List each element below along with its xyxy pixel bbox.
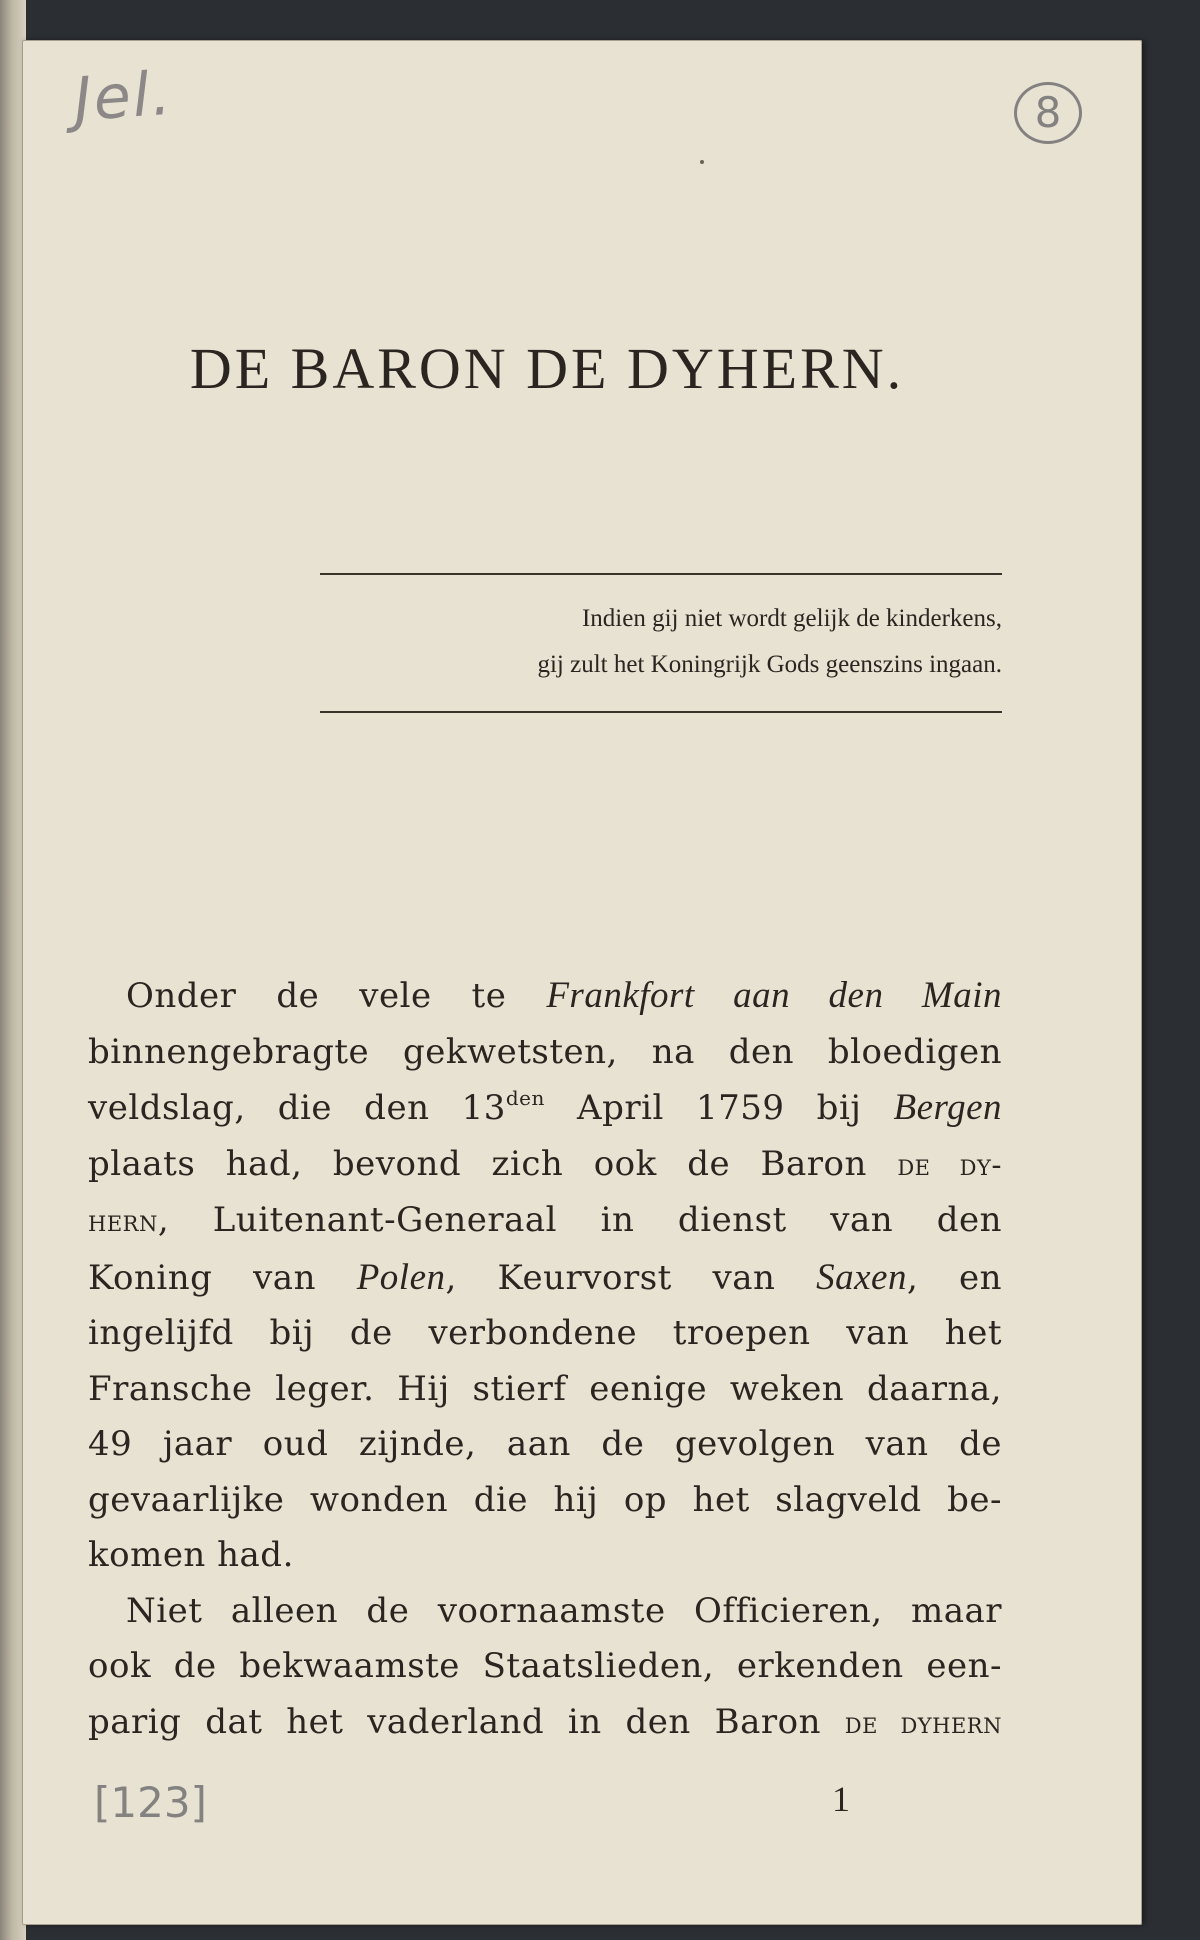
text-line: gevaarlijke wonden die hij op het slagveld be- (88, 1479, 1002, 1520)
handwritten-circled-number: 8 (1014, 82, 1082, 144)
text-line: binnengebragte gekwetsten, na den bloedigen (88, 1031, 1002, 1072)
motto-epigraph (320, 596, 1002, 688)
book-page (22, 40, 1142, 1925)
text-line: ingelijfd bij de verbondene troepen van het (88, 1313, 1002, 1353)
handwritten-shelf-number: [123] (94, 1778, 207, 1827)
motto-rule-top (320, 573, 1002, 575)
text-line: parig dat het vaderland in den Baron de dyhern (88, 1701, 1002, 1742)
text-line: hern, Luitenant-Generaal in dienst van den (88, 1200, 1002, 1240)
text-line: veldslag, die den $13^{den}$ April 1759 bij Bergen (88, 1086, 1002, 1128)
body-text (88, 968, 1002, 1751)
motto-line: Indien gij niet wordt gelijk de kinderkens, (581, 605, 1002, 632)
text-line: 49 jaar oud zijnde, aan de gevolgen van de (88, 1424, 1002, 1464)
text-line: plaats had, bevond zich ook de Baron de dy- (88, 1143, 1002, 1184)
text-line: komen had. (88, 1535, 294, 1575)
page-number: 1 (832, 1779, 850, 1819)
text-line: ook de bekwaamste Staatslieden, erkenden een- (88, 1646, 1002, 1686)
text-line: Koning van Polen, Keurvorst van Saxen, en (88, 1256, 1002, 1298)
motto-line: gij zult het Koningrijk Gods geenszins ingaan. (537, 651, 1002, 678)
text-line: Niet alleen de voornaamste Officieren, maar (126, 1590, 1002, 1631)
text-line: Fransche leger. Hij stierf eenige weken daarna, (88, 1368, 1002, 1409)
chapter-title: DE BARON DE DYHERN. (189, 336, 905, 401)
paper-speck (700, 160, 704, 164)
motto-rule-bottom (320, 711, 1002, 713)
handwritten-note-top: Jel. (71, 58, 175, 136)
text-line: Onder de vele te Frankfort aan den Main (126, 975, 1002, 1016)
